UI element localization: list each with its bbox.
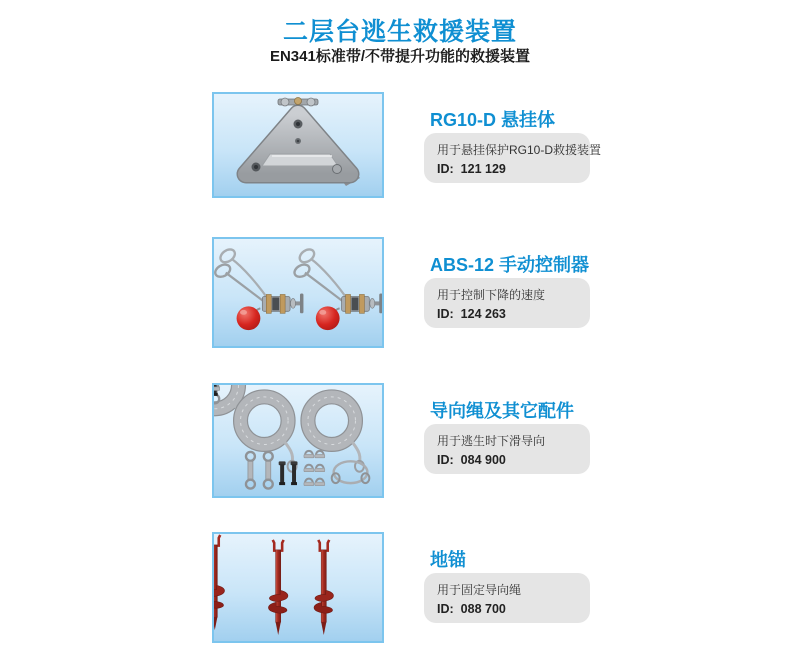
product-description: 用于控制下降的速度 xyxy=(437,288,546,302)
product-row xyxy=(0,237,800,348)
ground-anchor-product-photo xyxy=(214,534,382,641)
guide-rope-and-accessories-product-photo xyxy=(214,385,382,496)
page-title: 二层台逃生救援装置 xyxy=(282,18,517,46)
product-name: 导向绳及其它配件 xyxy=(430,401,574,421)
product-image xyxy=(212,532,384,643)
product-description-box xyxy=(424,133,602,183)
product-id-label: ID: xyxy=(437,162,454,176)
product-description: 用于固定导向绳 xyxy=(437,583,522,597)
product-id-value: 088 700 xyxy=(460,602,506,616)
product-name: 地锚 xyxy=(430,550,466,570)
page-subtitle: EN341标准带/不带提升功能的救援装置 xyxy=(269,48,531,65)
product-id-label: ID: xyxy=(437,602,454,616)
product-description: 用于悬挂保护RG10-D救援装置 xyxy=(437,143,602,157)
product-name: ABS-12 手动控制器 xyxy=(430,255,590,275)
product-description-box xyxy=(424,278,590,328)
product-row xyxy=(0,383,800,498)
product-image xyxy=(212,92,384,198)
product-description: 用于逃生时下滑导向 xyxy=(437,434,546,448)
product-id-value: 084 900 xyxy=(460,453,506,467)
suspension-bracket-product-photo xyxy=(214,94,382,196)
product-id-value: 121 129 xyxy=(460,162,506,176)
product-image xyxy=(212,383,384,498)
product-id-value: 124 263 xyxy=(460,307,506,321)
product-id-label: ID: xyxy=(437,307,454,321)
manual-descent-controller-product-photo xyxy=(214,239,382,346)
product-id-label: ID: xyxy=(437,453,454,467)
product-row xyxy=(0,532,800,643)
product-image xyxy=(212,237,384,348)
product-name: RG10-D 悬挂体 xyxy=(430,110,556,130)
product-id xyxy=(437,307,582,321)
product-id xyxy=(437,162,582,176)
product-row xyxy=(0,92,800,198)
product-description-box xyxy=(424,424,590,474)
product-description-box xyxy=(424,573,590,623)
product-id xyxy=(437,602,582,616)
product-id xyxy=(437,453,582,467)
